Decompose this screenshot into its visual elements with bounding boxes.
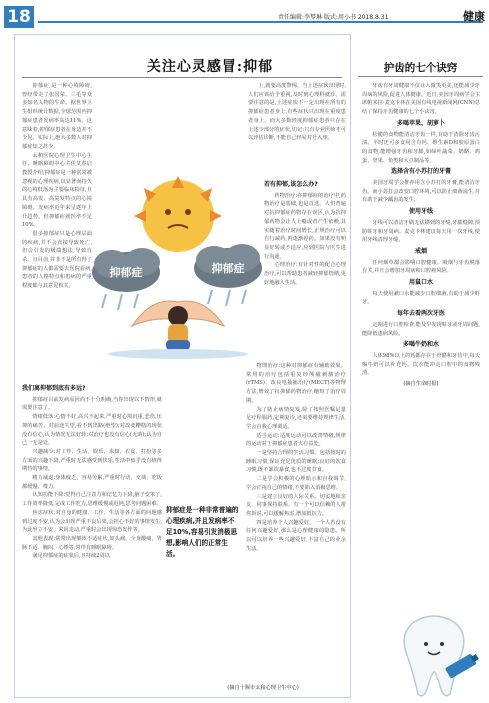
paragraph: 三是建立良好的人际关系。切实地和亲友、同事保持联系。有一个可以信赖的人帮你诉说,可以缓解焦虑,增加抵抗力。 [246,493,346,517]
paragraph: 适当运动:适度运动可以改善情绪,规律的运动对于抑郁症患者大有益处。 [246,432,346,448]
tooth-toothpaste-graphic [384,612,484,702]
subheading: 若有抑郁,该怎么办? [264,181,318,188]
source-credit: (摘自十堰市太和心理卫生中心) [227,685,299,691]
main-col2-bottom [246,362,346,682]
subheading: 多喝苹果、胡萝卜 [396,119,445,127]
subheading: 选择含有小苏打的牙膏 [390,168,451,176]
title-rule [22,77,342,78]
paragraph: 牙齿有牙周健康不仅让人微笑更美,还能减少牙周病的风险,促进人体健康。近日,美国牙周病学会主席帕米拉·麦克卡林在美国有线电视新闻网(CNN)总结了保持牙齿健康的七个小诀窍。 [362,83,480,116]
rain-cloud-right [194,244,262,306]
side-article-title: 护齿的七个诀窍 [383,62,458,74]
paragraph: 焦虑症状:对自身的健康、工作、生活等各方面的问题感到过度不安,认为会出现严重不良后果,会担心不好的事情发生,为此坐立不安、来回走动,严重时会出现惊恐发作等。 [22,509,162,534]
pull-quote: 抑郁症是一种非常普遍的心理疾病,并且发病率不足10%,容易引发消极思想,影响人们的正常生活。 [166,506,239,558]
page-number: 18 [4,6,34,28]
ground-shadow [108,349,248,359]
section-name: 健康 [463,10,485,23]
main-col1-bottom [22,382,162,694]
paragraph: 满足抑郁症的症状后,且持续2周以 [32,553,110,560]
paragraph: 其他表现:常常出现躯体不适症状,如头痛、全身酸痛、胃肠不适、胸闷、心悸等,常伴有睡眠障碍。 [22,535,162,551]
main-col2-top [248,82,346,178]
paragraph: 二是学会积极的心理暗示和自我调节,学会正视自己的情绪,不要陷入消极思维。 [246,476,346,491]
sad-child-figure [166,306,190,350]
paragraph: 一是坚持合理的生活习惯。包括按时的睡眠习惯,保证充足优质的睡眠;良好的饮食习惯,既不暴饮暴食,也不过度节食。 [246,450,346,474]
paragraph: 很多抑郁症只是心理层面的疾病,并不会直接导致死亡,但会引发的极端想法,导致自杀。且目前,并非不是所有得了抑郁症的人都需要去医院看病,患者的人格特点和患病的严重程度都与其意见相关。 [22,230,92,290]
paragraph: 心理治疗:有针对性的配合心理治疗,可以帮助患者减轻抑郁情绪,更好地融入生活。 [264,262,346,286]
paragraph: 松脆的食物能清洁牙齿一样,有助于清除牙齿污渍。平时还可多食用含有钙、维生素D和胶原蛋白的食物,能增强牙齿和牙龈,如绿叶蔬菜、奶酪、鸡蛋、坚果、鱼类和大豆制品等。 [362,131,480,164]
paragraph: 每天使用漱口水能减少口腔细菌,有助于减少蛀牙。 [362,290,480,306]
rain-cloud-left [92,248,160,310]
paragraph: 任何烟草都会影响口腔健康。吸烟与牙齿脱落有关,并且会增加牙周病和口腔癌风险。 [362,259,480,275]
paragraph: 为了防止病情复发,除了按照医嘱足量足疗程服药,定期复诊,还需要维持规律生活,学会自我心理调适。 [246,406,346,430]
paragraph: 兴趣减少:对工作、生活、娱乐、求知、衣食、打扮等多方面的兴趣下降,严重时无法感受到快乐,生活中似乎没有值得期待的事情。 [22,448,162,473]
side-article-body [362,82,480,622]
subheading: 我们离抑郁到底有多远? [22,385,86,392]
main-col-mid [166,362,242,502]
subheading: 每年去看两次牙医 [396,310,445,318]
tooth-icon [404,616,464,696]
editor-meta: 责任编辑:李梦琳 版式:周小书 2018.8.31 [278,14,389,21]
paragraph: 定期进行口腔检查,能及早发现蛀牙或牙周问题,能降低患病风险。 [362,321,480,337]
main-col2-mid [264,178,346,362]
depression-illustration [92,176,264,360]
paragraph: 太和医院心理卫生中心主任、睡眠障碍中心主任艾春启教授介绍,抑郁症是一种常常被忽视的心理疾病,以显著而持久的心境低落为主要临床特征,且具有高发、高复发特点的心境障碍。发病率近年来呈逐年上升趋势。但抑郁症就医率不足10%。 [22,152,92,229]
subheading: 戒烟 [414,247,427,255]
paragraph: 抑郁症,是一种心境障碍,曾经带走了张国荣、三毛等众多知名人物的生命。据世界卫生组织统计数据,全球范围内抑郁症患者发病率高达11%。这意味着,抑郁症患者在身边并不少见。实际上,绝大多数人对抑郁症知之甚少。 [22,83,92,150]
paragraph: 上,就要高度警惕。当上述症状出现时,人们应该给予重视,及时到心理科就诊。需要注意的是,上述症状不一定出现在所有的抑郁症患者身上,有些症状只出现在重度患者身上。而大多数轻度抑郁症患者只存在上述少部分的症状,切记:只有专业医师才可以评估诊断,不能自己轻易对号入座。 [248,83,346,142]
main-source [180,682,346,692]
paragraph: 人体98%以上的钙都存在于骨骼和牙齿中,每天喝牛奶可以补充钙。饮水能冲走口腔中的食物残渣。 [362,352,480,377]
source-credit: (摘自生命时报) [403,381,439,388]
paragraph: 药物治疗:在抑郁症的治疗中,药物治疗是基础,也是首选。人们普遍对抗抑郁症药物存在误区,认为抗抑郁药物会让人上瘾或者产生依赖,其实随着治疗时间增长,正规治疗可以自行减药,再逐渐停药。如果没有明显好转或不适应,应到医院与医生进行沟通。 [264,192,346,260]
paragraph: 精力减退:身体疲乏、容易劳累,严重时行动、交谈、吃饭都缓慢、费力。 [22,475,162,490]
header-rule [38,21,483,23]
paragraph: 牙线可以清洁牙刷无法刷到的牙缝,牙龈缝隙,预防蛀牙和牙周病。麦克卡林建议每天用一次牙线,使用牙线清理牙缝。 [362,219,480,244]
paragraph: 物理治疗:这种对抑郁症有辅助效果。常用的治疗包括重复经颅磁刺激治疗(rTMS)、改良电抽搐治疗(MECT)等物理方法,增效了抗抑郁药物治疗,缩短了治疗周期。 [246,363,346,404]
side-title-rule [358,76,483,77]
main-article-title: 关注心灵感冒:抑郁 [146,59,274,75]
paragraph: 抑郁症目前发病原因尚不十分明确,当你出现以下情形,就需要注意了。 [22,396,162,412]
cloud-label-right: 抑郁症 [211,262,245,275]
main-col1-top [22,82,92,382]
paragraph: 情绪低落:心情不好,高兴不起来,严重时心境沉重,悲伤,压抑的痛苦。对前途失望,看不到出路(绝望);对改变糟糕的现状没有信心,认为情况无法好转;对治疗也没有信心(无助);认为自己一无是处。 [22,414,162,447]
subheading: 多喝牛奶和水 [402,341,439,349]
subheading: 用鼠口水 [408,279,433,287]
subheading: 使用牙线 [408,208,433,216]
paragraph: 四是培养个人兴趣爱好。一个人若没有任何兴趣爱好,那么是心理健康的隐患。所以可以培养一些兴趣爱好,丰富自己的业余生活。 [246,519,346,552]
paragraph: 美国牙周学会推荐用含小苏打的牙膏,能清洁牙齿。而小苏打会改变口腔环境,可以防止细菌滋生,并有助于减少龋齿的发生。 [362,180,480,204]
sun-graphic [134,176,222,252]
paragraph: 认知功能下降:觉得自己注意力和记忆力下降,脑子变笨了,工作效率降低,完成工作吃力,思维缓慢或迟钝,思考问题困难。 [22,492,162,508]
cloud-label-left: 抑郁症 [109,266,143,279]
